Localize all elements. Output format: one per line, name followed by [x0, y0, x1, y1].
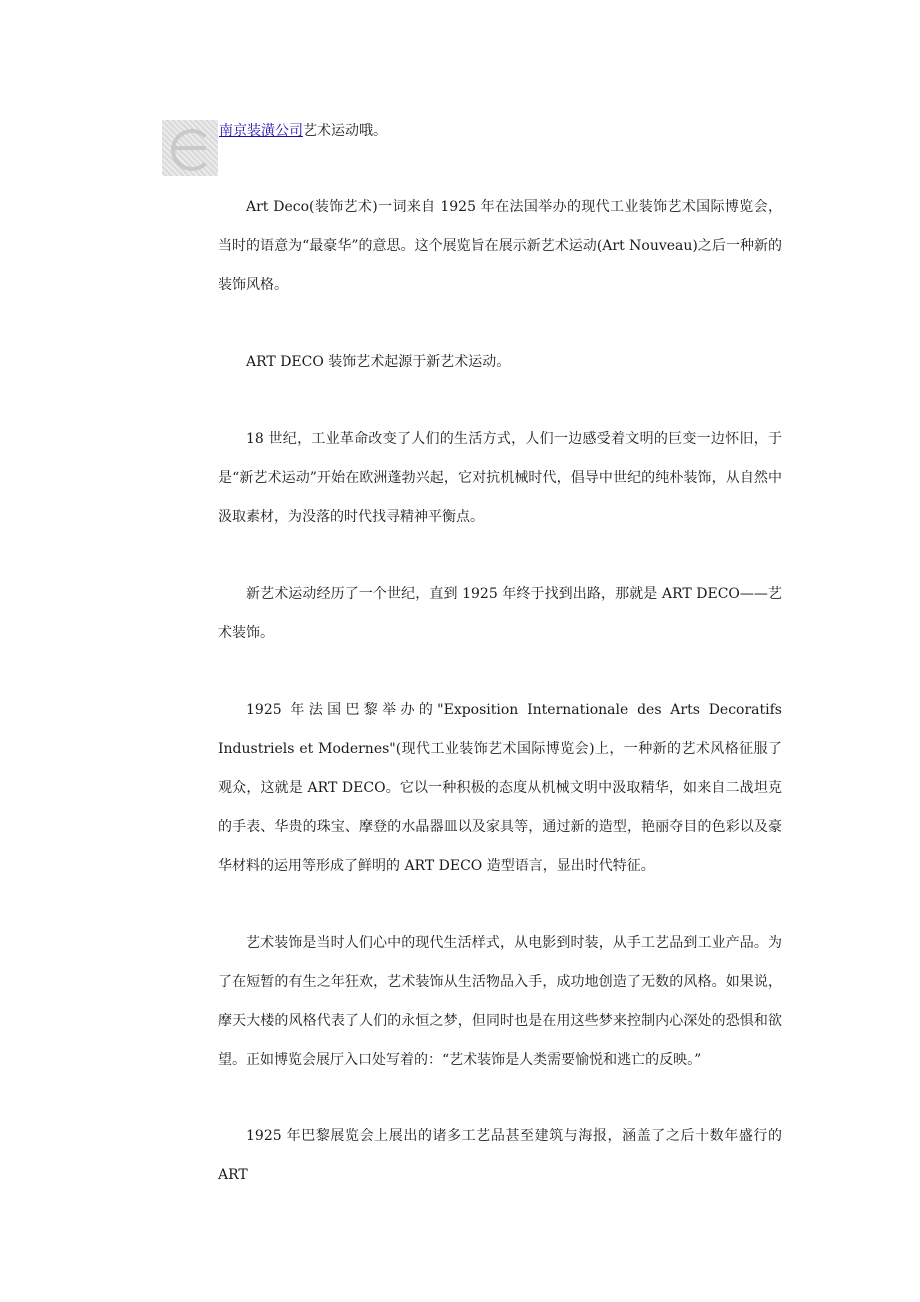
watermark-logo-icon [162, 120, 218, 176]
paragraph-industrial-revolution: 18 世纪，工业革命改变了人们的生活方式，人们一边感受着文明的巨变一边怀旧，于是“新艺术运动”开始在欧洲蓬勃兴起，它对抗机械时代，倡导中世纪的纯朴装饰，从自然中汲取素材，为没落的时代找寻精神平衡点。 [218, 431, 782, 525]
paragraph-exposition: 1925 年法国巴黎举办的"Exposition Internationale des Arts Decoratifs Industriels et Modernes"(现代工业装饰艺术国际博览会)上，一种新的艺术风格征服了观众，这就是 ART DECO。它以一种积极的态度从机械文明中汲取精华，如来自二战坦克的手表、华贵的珠宝、摩登的水晶器皿以及家具等，通过新的造型，艳丽夺目的色彩以及豪华材料的运用等形成了鲜明的 ART DECO 造型语言，显出时代特征。 [218, 702, 782, 874]
paragraph-modern-lifestyle: 艺术装饰是当时人们心中的现代生活样式，从电影到时装，从手工艺品到工业产品。为了在短暂的有生之年狂欢，艺术装饰从生活物品入手，成功地创造了无数的风格。如果说，摩天大楼的风格代表了人们的永恒之梦，但同时也是在用这些梦来控制内心深处的恐惧和欲望。正如博览会展厅入口处写着的：“艺术装饰是人类需要愉悦和逃亡的反映。” [218, 935, 782, 1068]
company-link[interactable]: 南京装潢公司 [219, 123, 303, 139]
intro-line [219, 121, 387, 141]
intro-text: 艺术运动哦。 [303, 123, 387, 139]
paragraph-art-deco-origin: Art Deco(装饰艺术)一词来自 1925 年在法国举办的现代工业装饰艺术国际博览会，当时的语意为“最豪华”的意思。这个展览旨在展示新艺术运动(Art Nouveau)之后一种新的装饰风格。 [218, 199, 782, 293]
paragraph-source: ART DECO 装饰艺术起源于新艺术运动。 [246, 354, 511, 370]
paragraph-century: 新艺术运动经历了一个世纪，直到 1925 年终于找到出路，那就是 ART DECO——艺术装饰。 [218, 586, 782, 641]
paragraph-paris-exhibition: 1925 年巴黎展览会上展出的诸多工艺品甚至建筑与海报，涵盖了之后十数年盛行的 ART [218, 1128, 782, 1183]
